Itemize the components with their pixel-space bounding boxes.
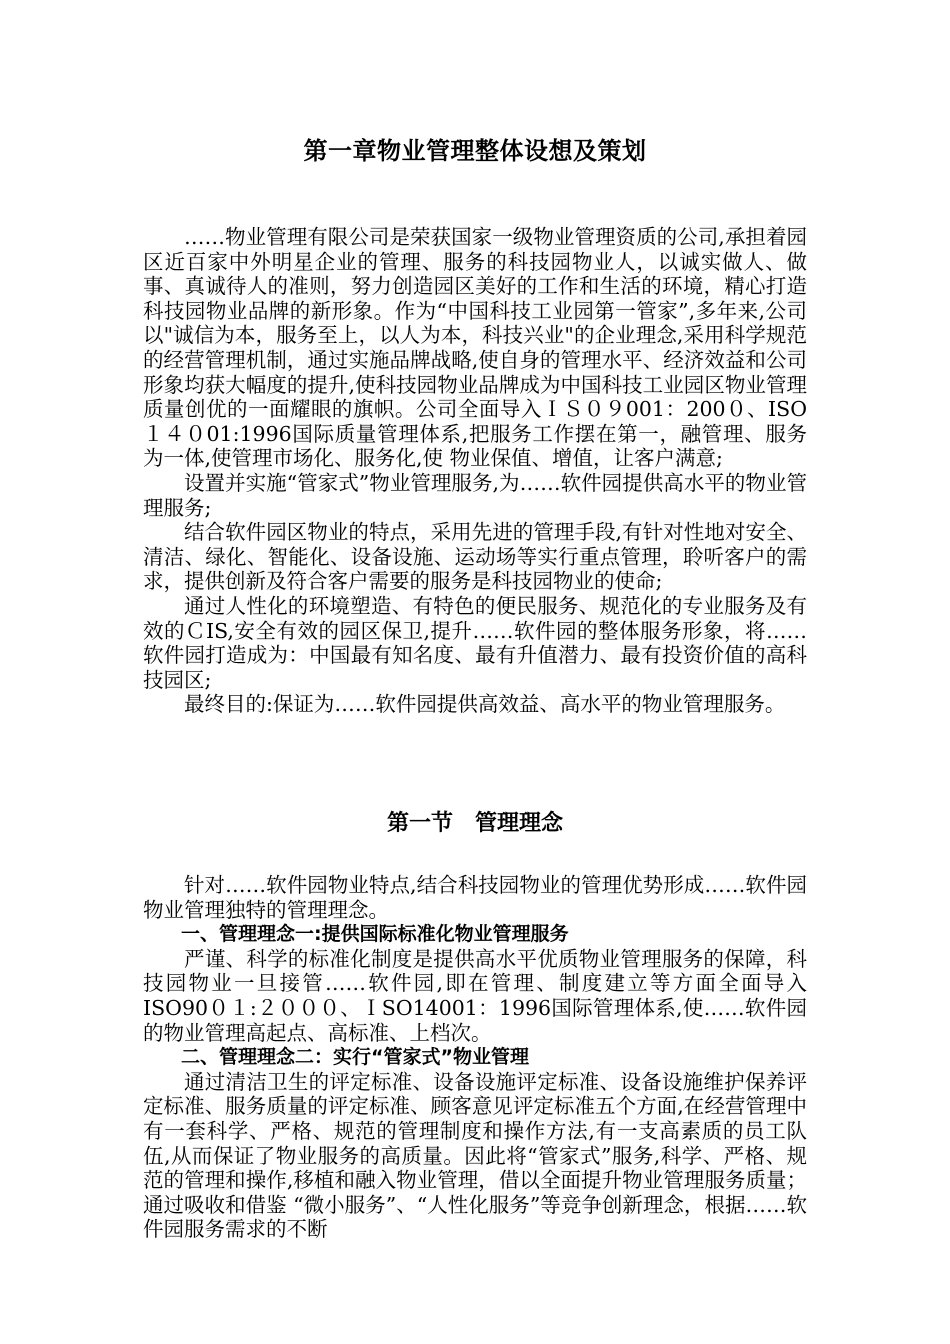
chapter-title: 第一章物业管理整体设想及策划 bbox=[303, 137, 647, 165]
intro-paragraph-goal: 最终目的:保证为……软件园提供高效益、高水平的物业管理服务。 bbox=[184, 692, 786, 717]
intro-paragraph-mission: 结合软件园区物业的特点，采用先进的管理手段,有针对性地对安全、清洁、绿化、智能化、设备设施、运动场等实行重点管理，聆听客户的需求，提供创新及符合客户需要的服务是科技园物业的使命; bbox=[143, 520, 807, 594]
section-title: 第一节 管理理念 bbox=[386, 811, 563, 836]
section-text-block bbox=[143, 873, 807, 1242]
section-intro-paragraph: 针对……软件园物业特点,结合科技园物业的管理优势形成……软件园物业管理独特的管理理念。 bbox=[143, 873, 807, 922]
concept-heading-1: 一、管理理念一:提供国际标准化物业管理服务 bbox=[181, 923, 569, 946]
concept-paragraph-2: 通过清洁卫生的评定标准、设备设施评定标准、设备设施维护保养评定标准、服务质量的评定标准、顾客意见评定标准五个方面,在经营管理中有一套科学、严格、规范的管理制度和操作方法,有一支高素质的员工队伍,从而保证了物业服务的高质量。因此将“管家式”服务,科学、严格、规范的管理和操作,移植和融入物业管理，借以全面提升物业管理服务质量；通过吸收和借鉴 “微小服务”、“人性化服务”等竞争创新理念，根据……软件园服务需求的不断 bbox=[143, 1069, 807, 1242]
concept-heading-2: 二、管理理念二：实行“管家式”物业管理 bbox=[181, 1046, 529, 1069]
intro-text-block bbox=[143, 225, 807, 717]
intro-paragraph-image: 通过人性化的环境塑造、有特色的便民服务、规范化的专业服务及有效的ＣIS,安全有效的园区保卫,提升……软件园的整体服务形象，将……软件园打造成为：中国最有知名度、最有升值潜力、最有投资价值的高科技园区; bbox=[143, 593, 807, 692]
concept-paragraph-1: 严谨、科学的标准化制度是提供高水平优质物业管理服务的保障，科技园物业一旦接管……软件园,即在管理、制度建立等方面全面导入ISO90０１:２０００、ＩSO14001：1996国际管理体系,使……软件园的物业管理高起点、高标准、上档次。 bbox=[143, 946, 807, 1045]
intro-paragraph-butler-service: 设置并实施“管家式”物业管理服务,为……软件园提供高水平的物业管理服务; bbox=[143, 470, 807, 520]
intro-paragraph-company: ……物业管理有限公司是荣获国家一级物业管理资质的公司,承担着园区近百家中外明星企业的管理、服务的科技园物业人，以诚实做人、做事、真诚待人的准则，努力创造园区美好的工作和生活的环境，精心打造科技园物业品牌的新形象。作为“中国科技工业园第一管家”,多年来,公司以"诚信为本，服务至上，以人为本，科技兴业"的企业理念,采用科学规范的经营管理机制，通过实施品牌战略,使自身的管理水平、经济效益和公司形象均获大幅度的提升,使科技园物业品牌成为中国科技工业园区物业管理质量创优的一面耀眼的旗帜。公司全面导入ＩＳ０９001：200０、ISO１４０01:1996国际质量管理体系,把服务工作摆在第一，融管理、服务为一体,使管理市场化、服务化,使 物业保值、增值，让客户满意; bbox=[143, 225, 807, 471]
